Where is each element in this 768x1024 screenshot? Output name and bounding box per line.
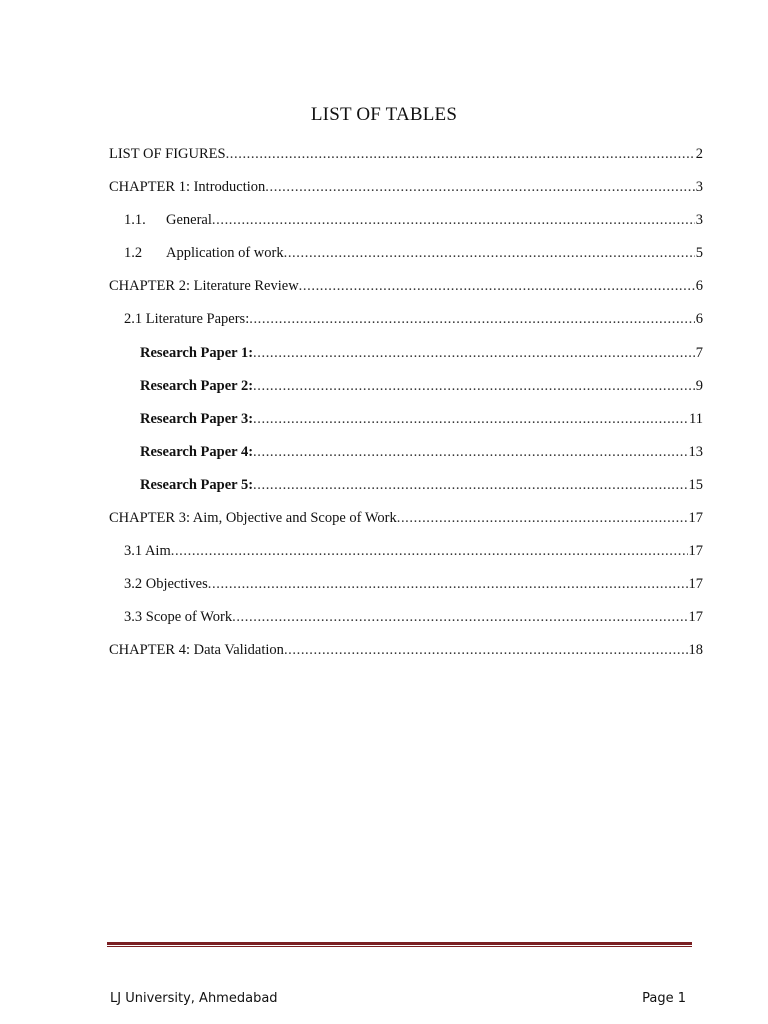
toc-entry-title: Research Paper 5:: [140, 476, 254, 493]
toc-entry-page-number: 18: [688, 642, 703, 659]
toc-dot-leader: [226, 140, 695, 168]
footer-divider-thin-line: [107, 946, 692, 947]
toc-entry-title: CHAPTER 1: Introduction: [109, 179, 266, 196]
toc-entry-page-number: 17: [688, 576, 703, 593]
toc-entry[interactable]: [109, 239, 703, 272]
toc-entry-title: Application of work: [166, 245, 284, 262]
toc-entry[interactable]: [109, 372, 703, 405]
toc-dot-leader: [299, 272, 695, 300]
toc-entry[interactable]: [109, 603, 703, 636]
toc-entry-title: CHAPTER 2: Literature Review: [109, 278, 299, 295]
toc-entry-page-number: 17: [688, 510, 703, 527]
footer-institution: LJ University, Ahmedabad: [110, 991, 278, 1006]
toc-dot-leader: [284, 636, 688, 664]
toc-entry[interactable]: [109, 570, 703, 603]
toc-entry[interactable]: [109, 305, 703, 338]
toc-dot-leader: [284, 239, 695, 267]
page-footer: [110, 991, 686, 1006]
toc-entry-page-number: 7: [695, 344, 703, 361]
footer-divider: [107, 942, 692, 948]
toc-entry[interactable]: [109, 272, 703, 305]
toc-entry-page-number: 13: [688, 443, 703, 460]
toc-entry-page-number: 6: [695, 311, 703, 328]
toc-entry-page-number: 15: [688, 476, 703, 493]
toc-entry[interactable]: [109, 471, 703, 504]
toc-entry-title: Research Paper 4:: [140, 443, 254, 460]
toc-entry-page-number: 9: [695, 377, 703, 394]
toc-entry[interactable]: [109, 140, 703, 173]
toc-entry[interactable]: [109, 636, 703, 669]
toc-entry-title: 3.1 Aim: [124, 543, 171, 560]
toc-entry-page-number: 5: [695, 245, 703, 262]
toc-entry[interactable]: [109, 504, 703, 537]
toc-entry-page-number: 17: [688, 543, 703, 560]
toc-entry-page-number: 6: [695, 278, 703, 295]
toc-dot-leader: [171, 537, 688, 565]
toc-entry-page-number: 17: [688, 609, 703, 626]
toc-dot-leader: [232, 603, 687, 631]
toc-entry-number: 1.2: [124, 245, 143, 262]
toc-dot-leader: [253, 438, 687, 466]
toc-dot-leader: [397, 504, 688, 532]
toc-entry-page-number: 3: [695, 179, 703, 196]
toc-entry-title: CHAPTER 4: Data Validation: [109, 642, 284, 659]
toc-entry-page-number: 3: [695, 212, 703, 229]
toc-entry-title: 2.1 Literature Papers:: [124, 311, 250, 328]
toc-dot-leader: [208, 570, 688, 598]
toc-entry[interactable]: [109, 173, 703, 206]
toc-entry-page-number: 11: [689, 410, 703, 427]
toc-dot-leader: [253, 372, 695, 400]
toc-entry-title: Research Paper 1:: [140, 344, 254, 361]
table-of-contents: [109, 140, 703, 670]
toc-entry-page-number: 2: [695, 146, 703, 162]
toc-entry-title: CHAPTER 3: Aim, Objective and Scope of Work: [109, 510, 397, 527]
toc-dot-leader: [253, 405, 688, 433]
toc-entry[interactable]: [109, 206, 703, 239]
toc-entry-title: 3.2 Objectives: [124, 576, 208, 593]
toc-entry[interactable]: [109, 339, 703, 372]
toc-dot-leader: [253, 339, 695, 367]
toc-entry-title: Research Paper 3:: [140, 410, 254, 427]
toc-entry-title: 3.3 Scope of Work: [124, 609, 233, 626]
toc-entry-title: Research Paper 2:: [140, 377, 254, 394]
toc-entry[interactable]: [109, 405, 703, 438]
footer-page-number: Page 1: [642, 991, 686, 1006]
toc-entry-number: 1.1.: [124, 212, 146, 229]
page-title: LIST OF TABLES: [310, 104, 458, 125]
toc-dot-leader: [249, 305, 695, 333]
toc-dot-leader: [265, 173, 694, 201]
toc-entry[interactable]: [109, 537, 703, 570]
toc-dot-leader: [212, 206, 695, 234]
toc-entry[interactable]: [109, 438, 703, 471]
toc-dot-leader: [253, 471, 687, 499]
toc-entry-title: LIST OF FIGURES: [109, 146, 226, 162]
toc-entry-title: General: [166, 212, 212, 229]
